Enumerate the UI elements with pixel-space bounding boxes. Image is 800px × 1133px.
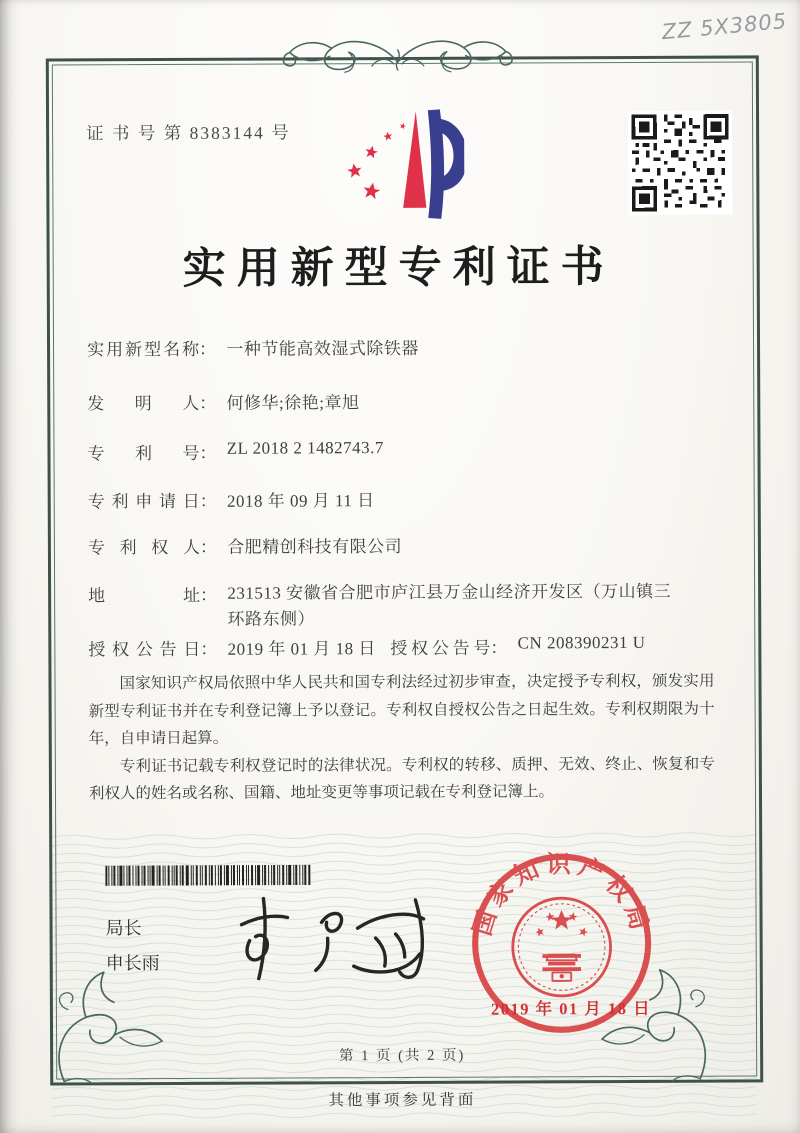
field-value: 一种节能高效湿式除铁器 bbox=[226, 338, 419, 359]
field-value: 合肥精创科技有限公司 bbox=[227, 536, 403, 557]
field-row-name: 实用新型名称： 一种节能高效湿式除铁器 bbox=[87, 333, 727, 361]
legal-paragraph-2: 专利证书记载专利权登记时的法律状况。专利权的转移、质押、无效、终止、恢复和专利权人的姓名或名称、国籍、地址变更等事项记载在专利登记簿上。 bbox=[88, 755, 715, 803]
back-note: 其他事项参见背面 bbox=[328, 1091, 477, 1110]
signer-title: 局长 bbox=[105, 918, 142, 939]
field-label: 实用新型名称 bbox=[87, 339, 200, 360]
field-row-patent-no: 专利号： ZL 2018 2 1482743.7 bbox=[87, 438, 384, 464]
field-row-grant: 授权公告日： 2019 年 01 月 18 日 授权公告号： CN 208390231 U bbox=[88, 632, 646, 660]
top-border-ornament-icon bbox=[276, 29, 520, 80]
field-label: 授权公告日 bbox=[88, 639, 201, 660]
page-number: 第 1 页 (共 2 页) bbox=[338, 1047, 466, 1065]
field-label: 专利号 bbox=[87, 443, 200, 464]
field-row-address: 地址： 231513 安徽省合肥市庐江县万金山经济开发区（万山镇三环路东侧） bbox=[88, 579, 728, 634]
field-label: 专利申请日 bbox=[87, 491, 200, 512]
certificate-title: 实用新型专利证书 bbox=[182, 244, 615, 293]
signature-icon bbox=[219, 882, 437, 991]
seal-date: 2019 年 01 月 18 日 bbox=[490, 998, 652, 1019]
field-value: 231513 安徽省合肥市庐江县万金山经济开发区（万山镇三环路东侧） bbox=[227, 581, 672, 629]
field-label: 专利权人 bbox=[87, 537, 200, 558]
legal-text bbox=[88, 668, 715, 808]
field-value: 何修华;徐艳;章旭 bbox=[226, 393, 360, 413]
field-value: 2019 年 01 月 18 日 bbox=[227, 639, 376, 659]
field-label: 地址 bbox=[88, 585, 201, 606]
qr-code-icon bbox=[628, 111, 732, 215]
legal-paragraph-1: 国家知识产权局依照中华人民共和国专利法经过初步审查，决定授予专利权，颁发实用新型专利证书并在专利登记簿上予以登记。专利权自授权公告之日起生效。专利权期限为十年，自申请日起算。 bbox=[88, 672, 715, 748]
field-grant-no: 授权公告号： CN 208390231 U bbox=[390, 632, 646, 659]
cnipa-logo-icon bbox=[334, 106, 465, 231]
svg-text:国家知识产权局 bbox=[468, 850, 656, 939]
field-row-filing-date: 专利申请日： 2018 年 09 月 11 日 bbox=[88, 485, 728, 513]
signer-block bbox=[106, 911, 160, 981]
bottom-left-ornament-icon bbox=[48, 969, 171, 1088]
field-label: 授权公告号 bbox=[390, 638, 491, 659]
field-value: CN 208390231 U bbox=[517, 632, 646, 653]
seal-text: 国家知识产权局 bbox=[468, 851, 655, 939]
field-label: 发明人 bbox=[87, 393, 200, 414]
field-row-patentee: 专利权人： 合肥精创科技有限公司 bbox=[88, 531, 728, 559]
handwritten-code: ZZ 5X3805 bbox=[660, 8, 789, 45]
field-value: 2018 年 09 月 11 日 bbox=[226, 491, 375, 511]
field-value: ZL 2018 2 1482743.7 bbox=[226, 438, 384, 458]
signer-name: 申长雨 bbox=[105, 953, 160, 974]
field-row-inventor: 发明人： 何修华;徐艳;章旭 bbox=[87, 387, 727, 415]
certificate-number: 证 书 号 第 8383144 号 bbox=[86, 122, 291, 144]
